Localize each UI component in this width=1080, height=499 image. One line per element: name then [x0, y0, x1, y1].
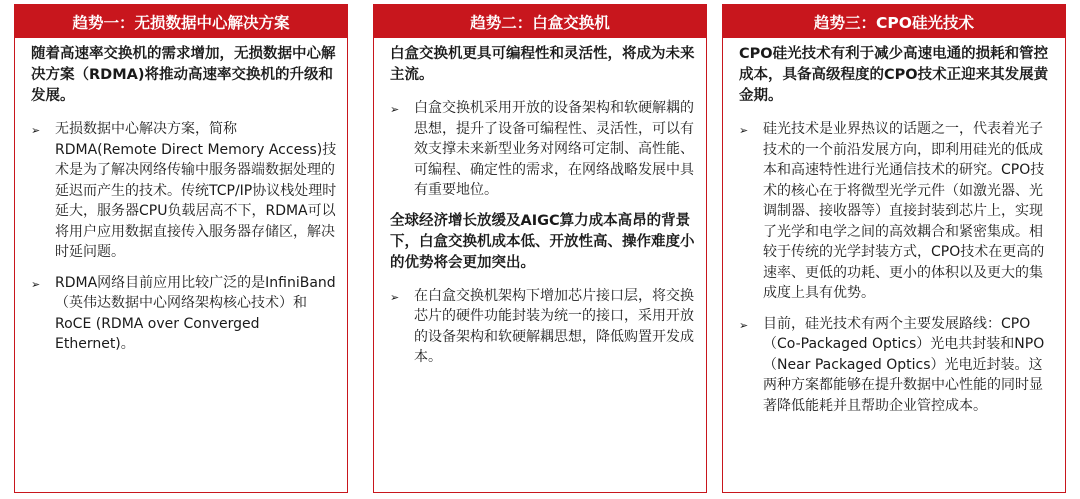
- arrow-bullet-icon: ➢: [31, 124, 41, 137]
- panel-body: [723, 38, 1065, 416]
- trend-panel-2: [373, 4, 707, 493]
- arrow-bullet-icon: ➢: [31, 277, 41, 291]
- bullet-item: [31, 273, 337, 355]
- bullet-text: 无损数据中心解决方案，简称RDMA(Remote Direct Memory Access)技术是为了解决网络传输中服务器端数据处理的延迟而产生的技术。传统TCP/IP协议栈处理时延大，服务器CPU负载居高不下，RDMA可以将用户应用数据直接传入服务器存储区，解决时延问题。: [55, 121, 337, 260]
- lead-text: 随着高速率交换机的需求增加，无损数据中心解决方案（RDMA)将推动高速率交换机的升级和发展。: [31, 46, 336, 104]
- bullet-text: 硅光技术是业界热议的话题之一，代表着光子技术的一个前沿发展方向，即利用硅光的低成本和高速特性进行光通信技术的研究。CPO技术的核心在于将微型光学元件（如激光器、光调制器、接收器等）直接封装到芯片上，实现了光学和电学之间的高效耦合和紧密集成。相较于传统的光学封装方式，CPO技术在更高的速率、更低的功耗、更小的体积以及更大的集成度上具有优势。: [763, 121, 1045, 301]
- arrow-bullet-icon: ➢: [739, 124, 749, 137]
- bullet-text: RDMA网络目前应用比较广泛的是InfiniBand（英伟达数据中心网络架构核心技术）和RoCE (RDMA over Converged Ethernet)。: [55, 274, 336, 352]
- arrow-bullet-icon: ➢: [739, 318, 749, 332]
- bullet-text: 在白盒交换机架构下增加芯片接口层，将交换芯片的硬件功能封装为统一的接口，采用开放的设备架构和软硬解耦思想，降低购置开发成本。: [414, 287, 694, 365]
- bullet-item: [31, 119, 337, 263]
- panel-title: 趋势二：白盒交换机: [374, 5, 706, 38]
- arrow-bullet-icon: ➢: [390, 103, 400, 116]
- lead-text: 全球经济增长放缓及AIGC算力成本高昂的背景下，白盒交换机成本低、开放性高、操作难度小的优势将会更加突出。: [390, 212, 695, 271]
- panel-title: 趋势三：CPO硅光技术: [723, 5, 1065, 38]
- bullet-item: [739, 314, 1055, 417]
- panel-body: [374, 38, 706, 368]
- panel-title: 趋势一：无损数据中心解决方案: [15, 5, 347, 38]
- bullet-item: [390, 98, 696, 201]
- bullet-text: 目前，硅光技术有两个主要发展路线：CPO（Co-Packaged Optics）光电共封装和NPO（Near Packaged Optics）光电近封装。这两种方案都能够在提升数据中心性能的同时显著降低能耗并且帮助企业管控成本。: [763, 315, 1045, 414]
- lead-text: CPO硅光技术有利于减少高速电通的损耗和管控成本，具备高级程度的CPO技术正迎来其发展黄金期。: [739, 46, 1049, 104]
- trend-panel-3: [722, 4, 1066, 493]
- bullet-item: [390, 286, 696, 368]
- panel-body: [15, 38, 347, 355]
- bullet-text: 白盒交换机采用开放的设备架构和软硬解耦的思想，提升了设备可编程性、灵活性，可以有效支撑未来新型业务对网络可定制、高性能、可编程、确定性的需求，在网络战略发展中具有重要地位。: [414, 100, 694, 198]
- arrow-bullet-icon: ➢: [390, 290, 400, 304]
- lead-text: 白盒交换机更具可编程性和灵活性，将成为未来主流。: [390, 46, 695, 83]
- bullet-item: [739, 119, 1055, 304]
- trend-panel-1: [14, 4, 348, 493]
